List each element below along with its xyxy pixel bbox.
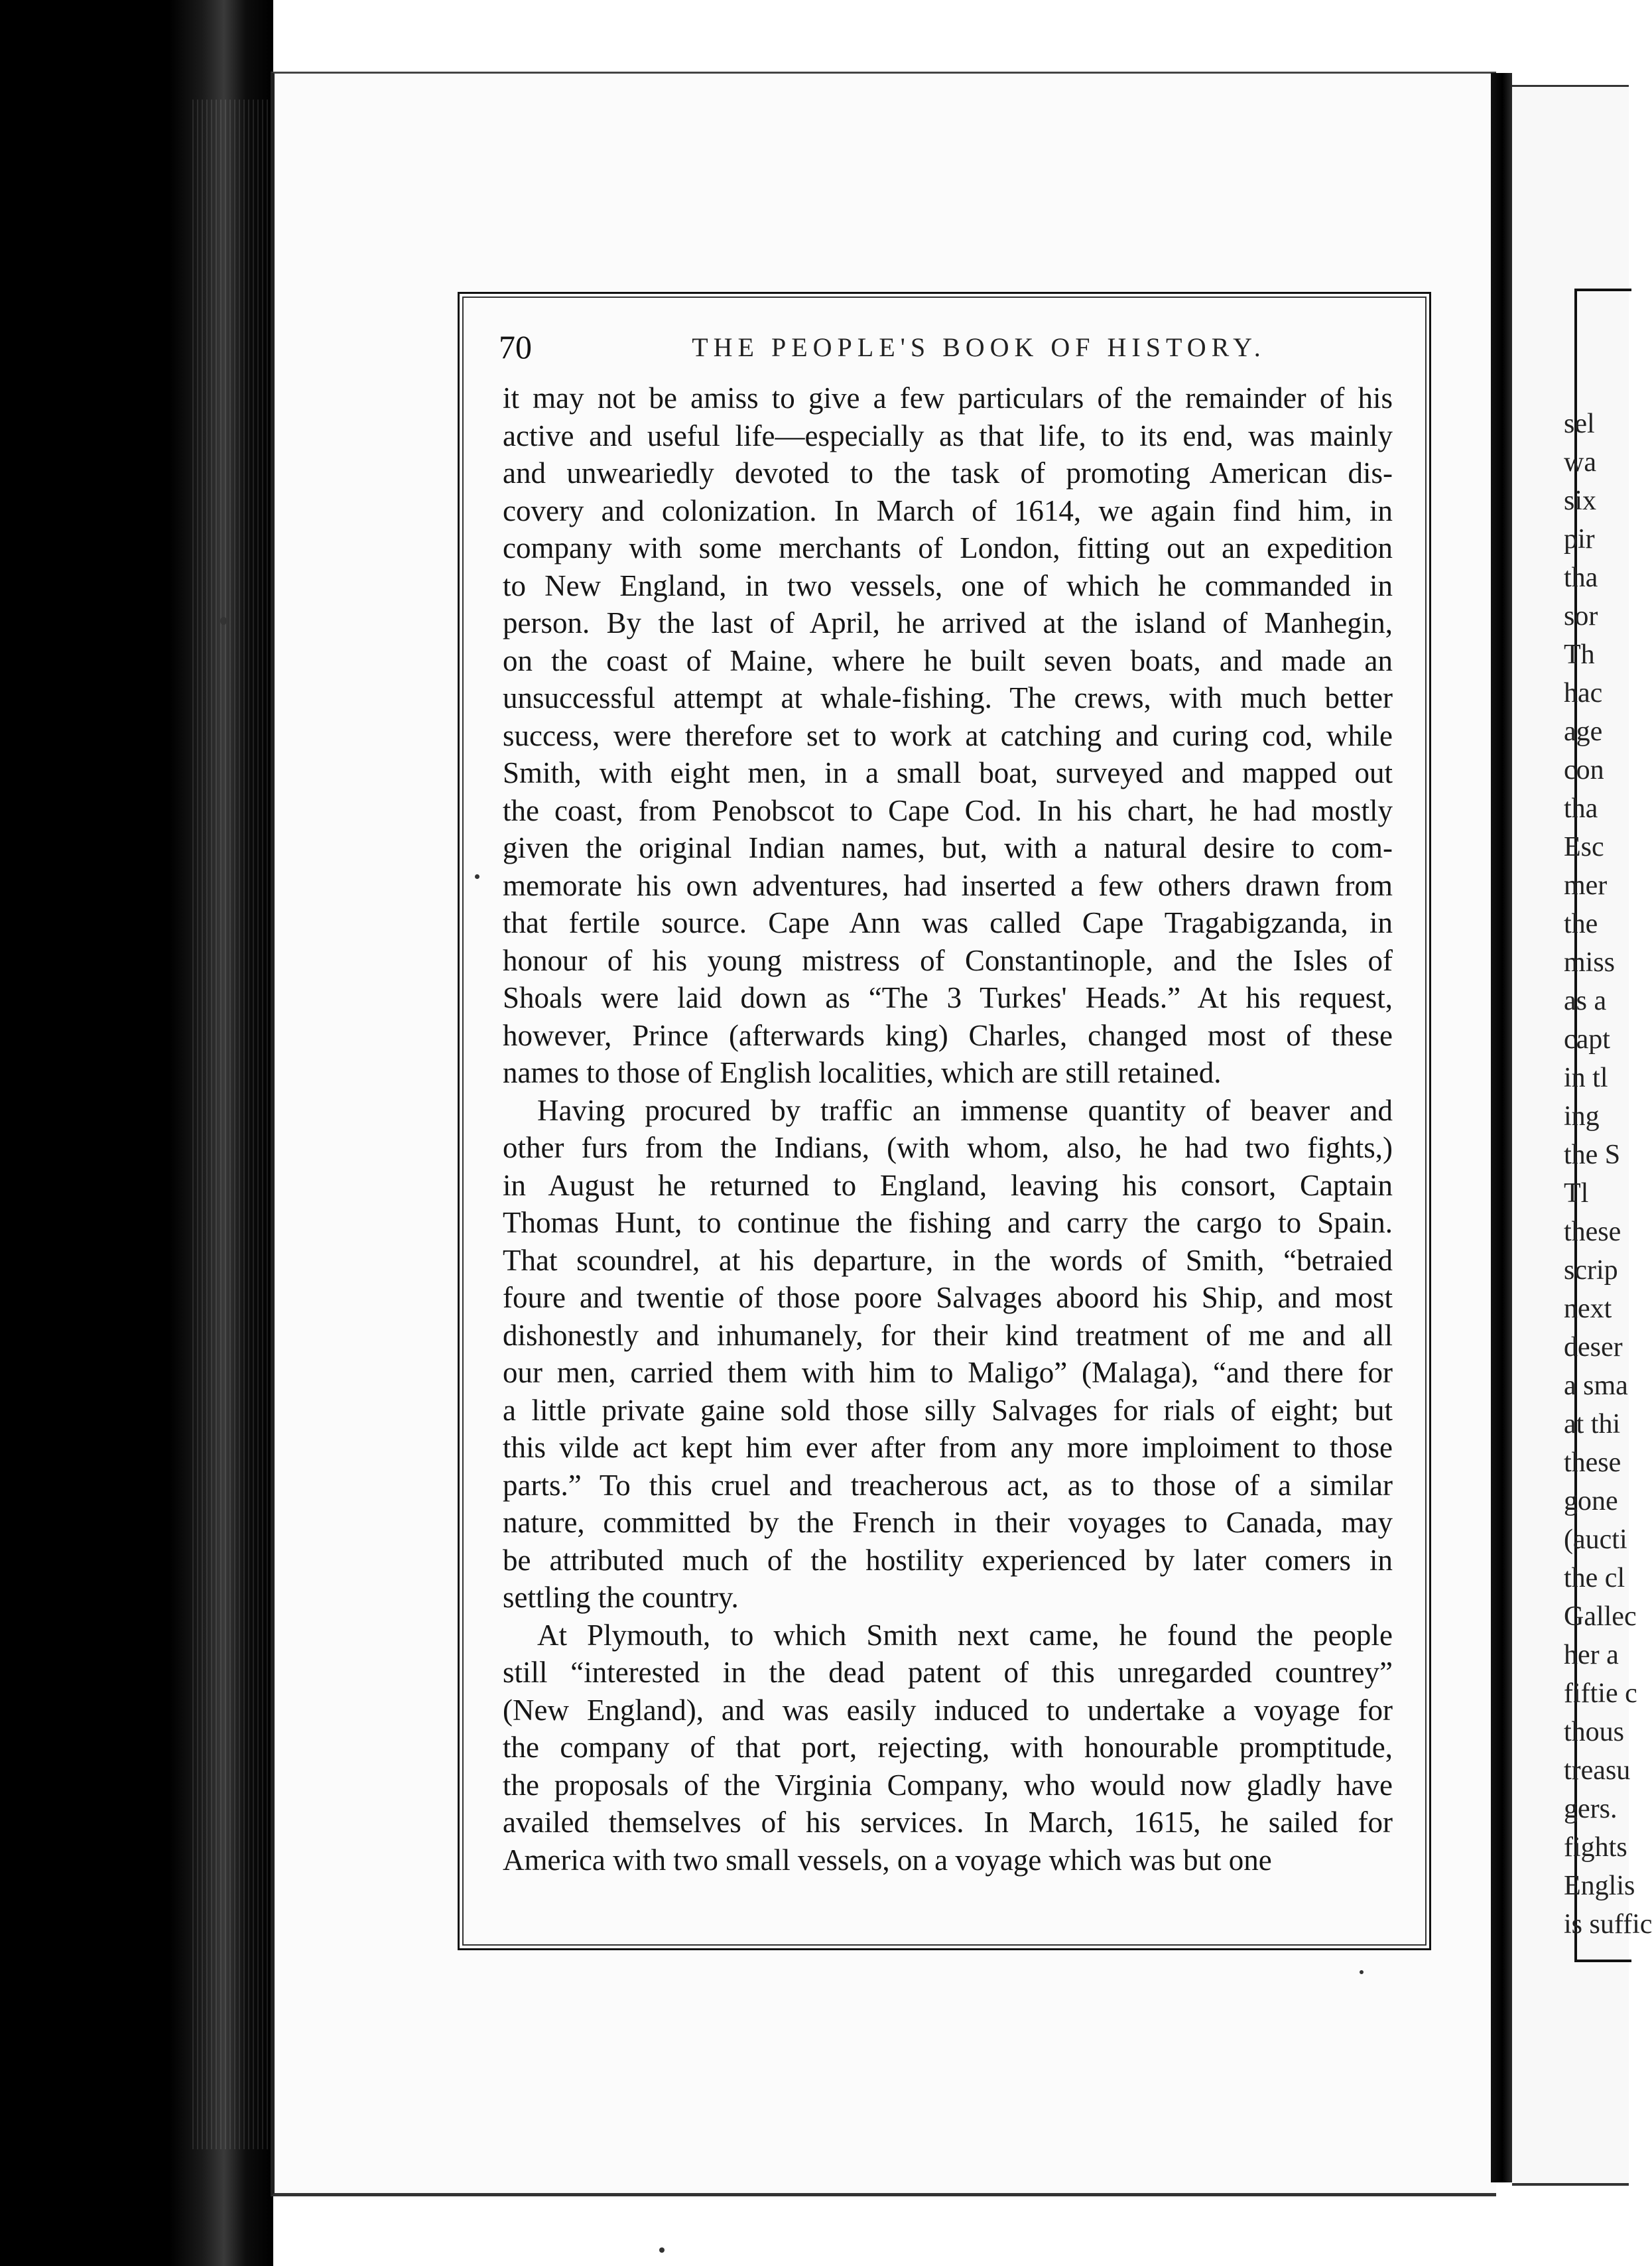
text-line: covery and colonization. In March of 1614, we again find him, in: [503, 494, 1393, 527]
facing-page-fragment: sel: [1564, 409, 1595, 439]
scan-speck: [1360, 1970, 1364, 1974]
facing-page-fragment: the S: [1564, 1140, 1621, 1170]
text-line: given the original Indian names, but, with a natural desire to com-: [503, 831, 1393, 864]
facing-page-fragment: miss: [1564, 947, 1616, 978]
facing-page-fragment: con: [1564, 755, 1604, 785]
facing-page-fragment: the: [1564, 909, 1598, 939]
facing-page-fragment: Th: [1564, 639, 1595, 670]
text-line: our men, carried them with him to Maligo” (Malaga), “and there for: [503, 1356, 1393, 1389]
text-line: the company of that port, rejecting, with honourable promptitude,: [503, 1731, 1393, 1764]
text-line: parts.” To this cruel and treacherous act, as to those of a similar: [503, 1468, 1393, 1502]
facing-page-fragment: pir: [1564, 524, 1595, 555]
facing-page-fragment: sor: [1564, 601, 1598, 632]
text-line: the coast, from Penobscot to Cape Cod. In his chart, he had mostly: [503, 793, 1393, 827]
facing-page-fragment: Esc: [1564, 832, 1604, 862]
facing-page-fragment: thous: [1564, 1717, 1625, 1747]
facing-page-fragment: mer: [1564, 870, 1608, 901]
text-line: honour of his young mistress of Constantinople, and the Isles of: [503, 943, 1393, 977]
facing-page-fragment: is suffic: [1564, 1909, 1652, 1940]
running-head: THE PEOPLE'S BOOK OF HISTORY.: [692, 332, 1266, 362]
text-line: active and useful life—especially as that life, to its end, was mainly: [503, 419, 1393, 452]
facing-page-fragment: the cl: [1564, 1563, 1625, 1593]
text-line: person. By the last of April, he arrived at the island of Manhegin,: [503, 606, 1393, 639]
facing-page-fragment: her a: [1564, 1640, 1619, 1670]
facing-page-fragment: capt: [1564, 1024, 1610, 1055]
text-line: this vilde act kept him ever after from any more imploiment to those: [503, 1431, 1393, 1464]
facing-page-fragment: deser: [1564, 1332, 1623, 1363]
facing-page-fragment: six: [1564, 486, 1597, 516]
facing-page-fragment: ing: [1564, 1101, 1600, 1132]
facing-page-fragment: next: [1564, 1294, 1612, 1324]
text-line: other furs from the Indians, (with whom, also, he had two fights,): [503, 1131, 1393, 1164]
facing-page-fragment: tha: [1564, 793, 1598, 824]
scan-speck: [220, 617, 227, 625]
facing-page-fragment: fights: [1564, 1832, 1627, 1863]
text-line: the proposals of the Virginia Company, who would now gladly have: [503, 1768, 1393, 1802]
text-line: still “interested in the dead patent of this unregarded countrey”: [503, 1656, 1393, 1689]
facing-page-fragment: gone: [1564, 1486, 1618, 1516]
facing-page-text-fragments: [1564, 405, 1652, 1950]
facing-page-fragment: gers.: [1564, 1794, 1618, 1824]
text-line: At Plymouth, to which Smith next came, he found the people: [537, 1618, 1393, 1652]
paragraph: [503, 1617, 1393, 1879]
text-line: that fertile source. Cape Ann was called Cape Tragabigzanda, in: [503, 906, 1393, 939]
text-line: to New England, in two vessels, one of which he commanded in: [503, 568, 1393, 602]
facing-page-fragment: Tl: [1564, 1178, 1589, 1209]
body-text: [503, 379, 1393, 1879]
facing-page-fragment: scrip: [1564, 1255, 1618, 1286]
page-number: 70: [499, 328, 532, 366]
text-line: Having procured by traffic an immense quantity of beaver and: [537, 1093, 1393, 1127]
text-line: names to those of English localities, which are still retained.: [503, 1056, 1222, 1089]
text-line: company with some merchants of London, fitting out an expedition: [503, 531, 1393, 565]
text-line: foure and twentie of those poore Salvages aboord his Ship, and most: [503, 1281, 1393, 1314]
text-line: memorate his own adventures, had inserted a few others drawn from: [503, 868, 1393, 902]
book-gutter: [1491, 73, 1512, 2182]
text-line: unsuccessful attempt at whale-fishing. The crews, with much better: [503, 681, 1393, 714]
text-line: be attributed much of the hostility experienced by later comers in: [503, 1543, 1393, 1577]
text-line: Smith, with eight men, in a small boat, surveyed and mapped out: [503, 756, 1393, 789]
facing-page-fragment: these: [1564, 1447, 1621, 1478]
text-line: nature, committed by the French in their voyages to Canada, may: [503, 1506, 1393, 1539]
facing-page-fragment: hac: [1564, 678, 1603, 708]
paragraph: [503, 1092, 1393, 1617]
paragraph: [503, 379, 1393, 1092]
facing-page-fragment: Englis: [1564, 1871, 1635, 1901]
facing-page-fragment: treasu: [1564, 1755, 1631, 1786]
text-line: success, were therefore set to work at catching and curing cod, while: [503, 718, 1393, 752]
facing-page-fragment: tha: [1564, 563, 1598, 593]
facing-page-fragment: age: [1564, 716, 1603, 747]
facing-page-fragment: at thi: [1564, 1409, 1621, 1439]
text-line: Shoals were laid down as “The 3 Turkes' Heads.” At his request,: [503, 981, 1393, 1014]
text-line: availed themselves of his services. In March, 1615, he sailed for: [503, 1806, 1393, 1839]
facing-page-fragment: a sma: [1564, 1370, 1628, 1401]
text-line: and unweariedly devoted to the task of promoting American dis-: [503, 456, 1393, 490]
text-line: it may not be amiss to give a few particulars of the remainder of his: [503, 381, 1393, 415]
facing-page-fragment: (aucti: [1564, 1524, 1627, 1555]
text-line: on the coast of Maine, where he built seven boats, and made an: [503, 643, 1393, 677]
facing-page-fragment: wa: [1564, 447, 1596, 478]
text-line: dishonestly and inhumanely, for their kind treatment of me and all: [503, 1318, 1393, 1352]
text-line: however, Prince (afterwards king) Charles, changed most of these: [503, 1018, 1393, 1052]
facing-page-fragment: in tl: [1564, 1063, 1608, 1093]
text-line: (New England), and was easily induced to undertake a voyage for: [503, 1693, 1393, 1727]
facing-page-fragment: Gallec: [1564, 1601, 1637, 1632]
scan-speck: [475, 874, 479, 879]
text-line: America with two small vessels, on a voyage which was but one: [503, 1843, 1272, 1877]
text-line: That scoundrel, at his departure, in the words of Smith, “betraied: [503, 1243, 1393, 1277]
facing-page-fragment: fiftie c: [1564, 1678, 1637, 1709]
text-line: settling the country.: [503, 1581, 739, 1614]
text-line: a little private gaine sold those silly Salvages for rials of eight; but: [503, 1393, 1393, 1427]
page-edges-texture: [192, 100, 272, 2149]
facing-page-fragment: as a: [1564, 986, 1607, 1016]
text-line: in August he returned to England, leaving his consort, Captain: [503, 1168, 1393, 1202]
facing-page-fragment: these: [1564, 1217, 1621, 1247]
scan-speck: [659, 2247, 665, 2253]
page-header: [499, 324, 1406, 370]
text-line: Thomas Hunt, to continue the fishing and carry the cargo to Spain.: [503, 1206, 1393, 1239]
